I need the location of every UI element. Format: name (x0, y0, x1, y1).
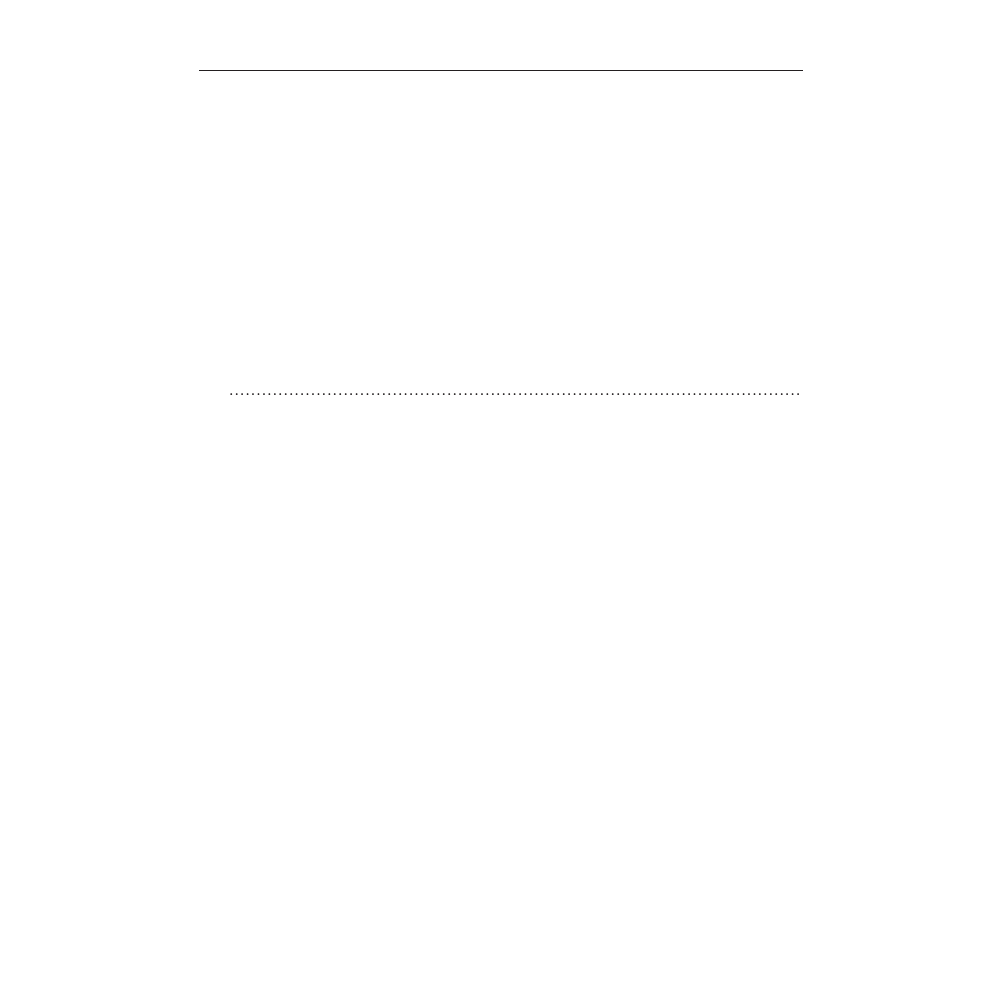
leader-dots (229, 381, 800, 401)
running-header (199, 42, 803, 71)
chapter-heading (199, 377, 802, 429)
part-heading (199, 303, 803, 328)
